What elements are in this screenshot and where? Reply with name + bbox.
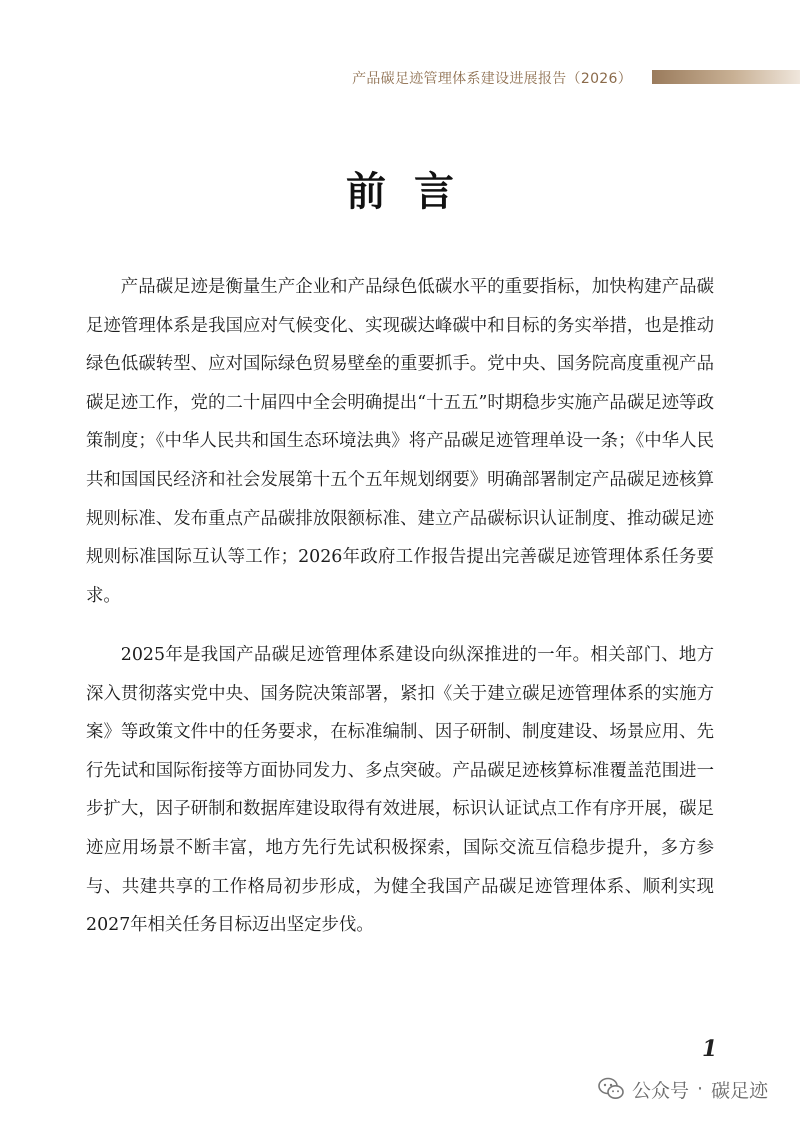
watermark-separator: · xyxy=(697,1078,704,1100)
wechat-icon xyxy=(598,1077,624,1101)
page-number: 1 xyxy=(702,1036,718,1062)
wechat-watermark xyxy=(598,1074,768,1104)
header-decorative-bar xyxy=(652,70,800,84)
preface-paragraph-2 xyxy=(86,636,714,945)
report-header-title: 产品碳足迹管理体系建设进展报告（2026） xyxy=(352,71,632,87)
watermark-platform-label: 公众号 xyxy=(632,1079,690,1102)
watermark-account-name: 碳足迹 xyxy=(711,1079,769,1102)
paragraph-text: 2025年是我国产品碳足迹管理体系建设向纵深推进的一年。相关部门、地方深入贯彻落实党中央、国务院决策部署，紧扣《关于建立碳足迹管理体系的实施方案》等政策文件中的任务要求，在标准编制、因子研制、制度建设、场景应用、先行先试和国际衔接等方面协同发力、多点突破。产品碳足迹核算标准覆盖范围进一步扩大，因子研制和数据库建设取得有效进展，标识认证试点工作有序开展，碳足迹应用场景不断丰富，地方先行先试积极探索，国际交流互信稳步提升，多方参与、共建共享的工作格局初步形成，为健全我国产品碳足迹管理体系、顺利实现2027年相关任务目标迈出坚定步伐。 xyxy=(86,645,714,936)
paragraph-text: 产品碳足迹是衡量生产企业和产品绿色低碳水平的重要指标，加快构建产品碳足迹管理体系是我国应对气候变化、实现碳达峰碳中和目标的务实举措，也是推动绿色低碳转型、应对国际绿色贸易壁垒的重要抓手。党中央、国务院高度重视产品碳足迹工作，党的二十届四中全会明确提出“十五五”时期稳步实施产品碳足迹等政策制度；《中华人民共和国生态环境法典》将产品碳足迹管理单设一条；《中华人民共和国国民经济和社会发展第十五个五年规划纲要》明确部署制定产品碳足迹核算规则标准、发布重点产品碳排放限额标准、建立产品碳标识认证制度、推动碳足迹规则标准国际互认等工作；2026年政府工作报告提出完善碳足迹管理体系任务要求。 xyxy=(86,277,714,606)
page-title: 前言 xyxy=(346,168,482,215)
preface-paragraph-1 xyxy=(86,268,714,615)
